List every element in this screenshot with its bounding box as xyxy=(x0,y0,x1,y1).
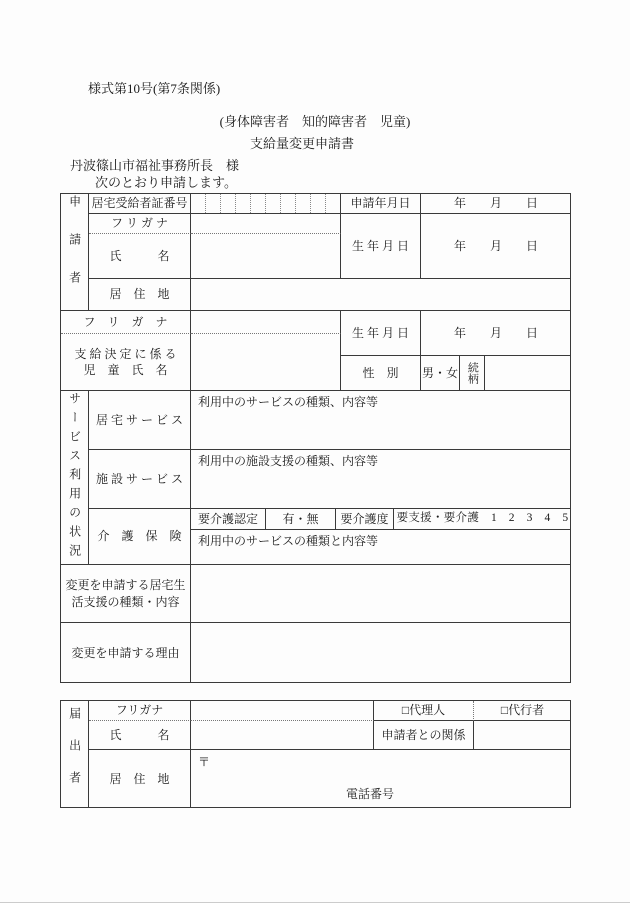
relation-to-applicant-value xyxy=(474,721,571,750)
agent-checkbox: □代行者 xyxy=(474,701,571,721)
relation-to-applicant-label: 申請者との関係 xyxy=(374,721,474,750)
applicant-birthdate-value: 年 月 日 xyxy=(421,214,571,279)
care-cert-options: 有・無 xyxy=(266,509,336,530)
form-number: 様式第10号(第7条関係) xyxy=(88,81,221,96)
declaration-line: 次のとおり申請します。 xyxy=(95,175,237,190)
digit-box xyxy=(296,194,311,213)
applicant-address-value xyxy=(191,279,571,311)
child-name-value xyxy=(191,334,341,391)
notifier-group-label: 届出者 xyxy=(61,701,89,808)
digit-box xyxy=(206,194,221,213)
applicant-name-value xyxy=(191,234,341,279)
change-type-label-line1: 変更を申請する居宅生 xyxy=(65,578,186,593)
child-birthdate-value: 年 月 日 xyxy=(421,311,571,356)
child-name-label-line1: 支 給 決 定 に 係 る xyxy=(74,346,177,361)
digit-box xyxy=(281,194,296,213)
applicant-birthdate-label: 生 年 月 日 xyxy=(341,214,421,279)
applicant-furigana-value xyxy=(191,214,341,234)
application-date-value: 年 月 日 xyxy=(421,194,571,214)
cert-number-label: 居宅受給者証番号 xyxy=(89,194,191,214)
digit-box xyxy=(191,194,206,213)
applicant-name-label: 氏 名 xyxy=(89,234,191,279)
digit-box xyxy=(311,194,326,213)
change-reason-value xyxy=(191,623,571,683)
digit-box xyxy=(266,194,281,213)
cert-number-digit-boxes xyxy=(191,194,341,214)
care-level-label: 要介護度 xyxy=(336,509,394,530)
care-service-value: 利用中のサービスの種類と内容等 xyxy=(191,530,571,565)
notifier-address-value xyxy=(191,750,571,808)
service-group-label: サービス利用の状況 xyxy=(61,391,89,565)
application-date-label: 申請年月日 xyxy=(341,194,421,214)
care-level-options: 要支援・要介護 1 2 3 4 5 xyxy=(394,509,571,530)
phone-label: 電話番号 xyxy=(346,786,395,801)
main-table xyxy=(60,193,571,683)
addressee-line: 丹波篠山市福祉事務所長 様 xyxy=(70,158,240,173)
digit-box xyxy=(326,194,340,213)
change-type-label xyxy=(61,565,191,623)
notifier-name-label: 氏 名 xyxy=(89,721,191,750)
care-insurance-label: 介 護 保 険 xyxy=(89,509,191,565)
digit-box xyxy=(236,194,251,213)
child-birthdate-label: 生 年 月 日 xyxy=(341,311,421,356)
sex-label: 性 別 xyxy=(341,356,421,391)
child-furigana-label: フ リ ガ ナ xyxy=(61,311,191,334)
child-furigana-value xyxy=(191,311,341,334)
facility-service-value: 利用中の施設支援の種類、内容等 xyxy=(191,450,571,509)
home-service-label: 居 宅 サ ー ビ ス xyxy=(89,391,191,450)
relation-value xyxy=(485,356,571,391)
form-subtitle: (身体障害者 知的障害者 児童) xyxy=(219,114,411,129)
care-cert-label: 要介護認定 xyxy=(191,509,266,530)
relation-label: 続柄 xyxy=(460,356,485,391)
home-service-value: 利用中のサービスの種類、内容等 xyxy=(191,391,571,450)
sex-options: 男・女 xyxy=(421,356,460,391)
applicant-furigana-label: フ リ ガ ナ xyxy=(89,214,191,234)
notifier-furigana-label: フリガナ xyxy=(89,701,191,721)
postal-mark: 〒 xyxy=(198,755,211,769)
digit-box xyxy=(251,194,266,213)
change-type-value xyxy=(191,565,571,623)
change-type-label-line2: 活支援の種類・内容 xyxy=(71,594,180,609)
applicant-group-label: 申請者 xyxy=(61,194,89,311)
change-reason-label: 変更を申請する理由 xyxy=(61,623,191,683)
notifier-name-value xyxy=(191,721,374,750)
child-name-label xyxy=(61,334,191,391)
form-title: 支給量変更申請書 xyxy=(249,136,354,151)
proxy-checkbox: □代理人 xyxy=(374,701,474,721)
notifier-furigana-value xyxy=(191,701,374,721)
facility-service-label: 施 設 サ ー ビ ス xyxy=(89,450,191,509)
notifier-address-label: 居 住 地 xyxy=(89,750,191,808)
notifier-table xyxy=(60,700,571,808)
applicant-address-label: 居 住 地 xyxy=(89,279,191,311)
child-name-label-line2: 児 童 氏 名 xyxy=(83,363,168,377)
digit-box xyxy=(221,194,236,213)
